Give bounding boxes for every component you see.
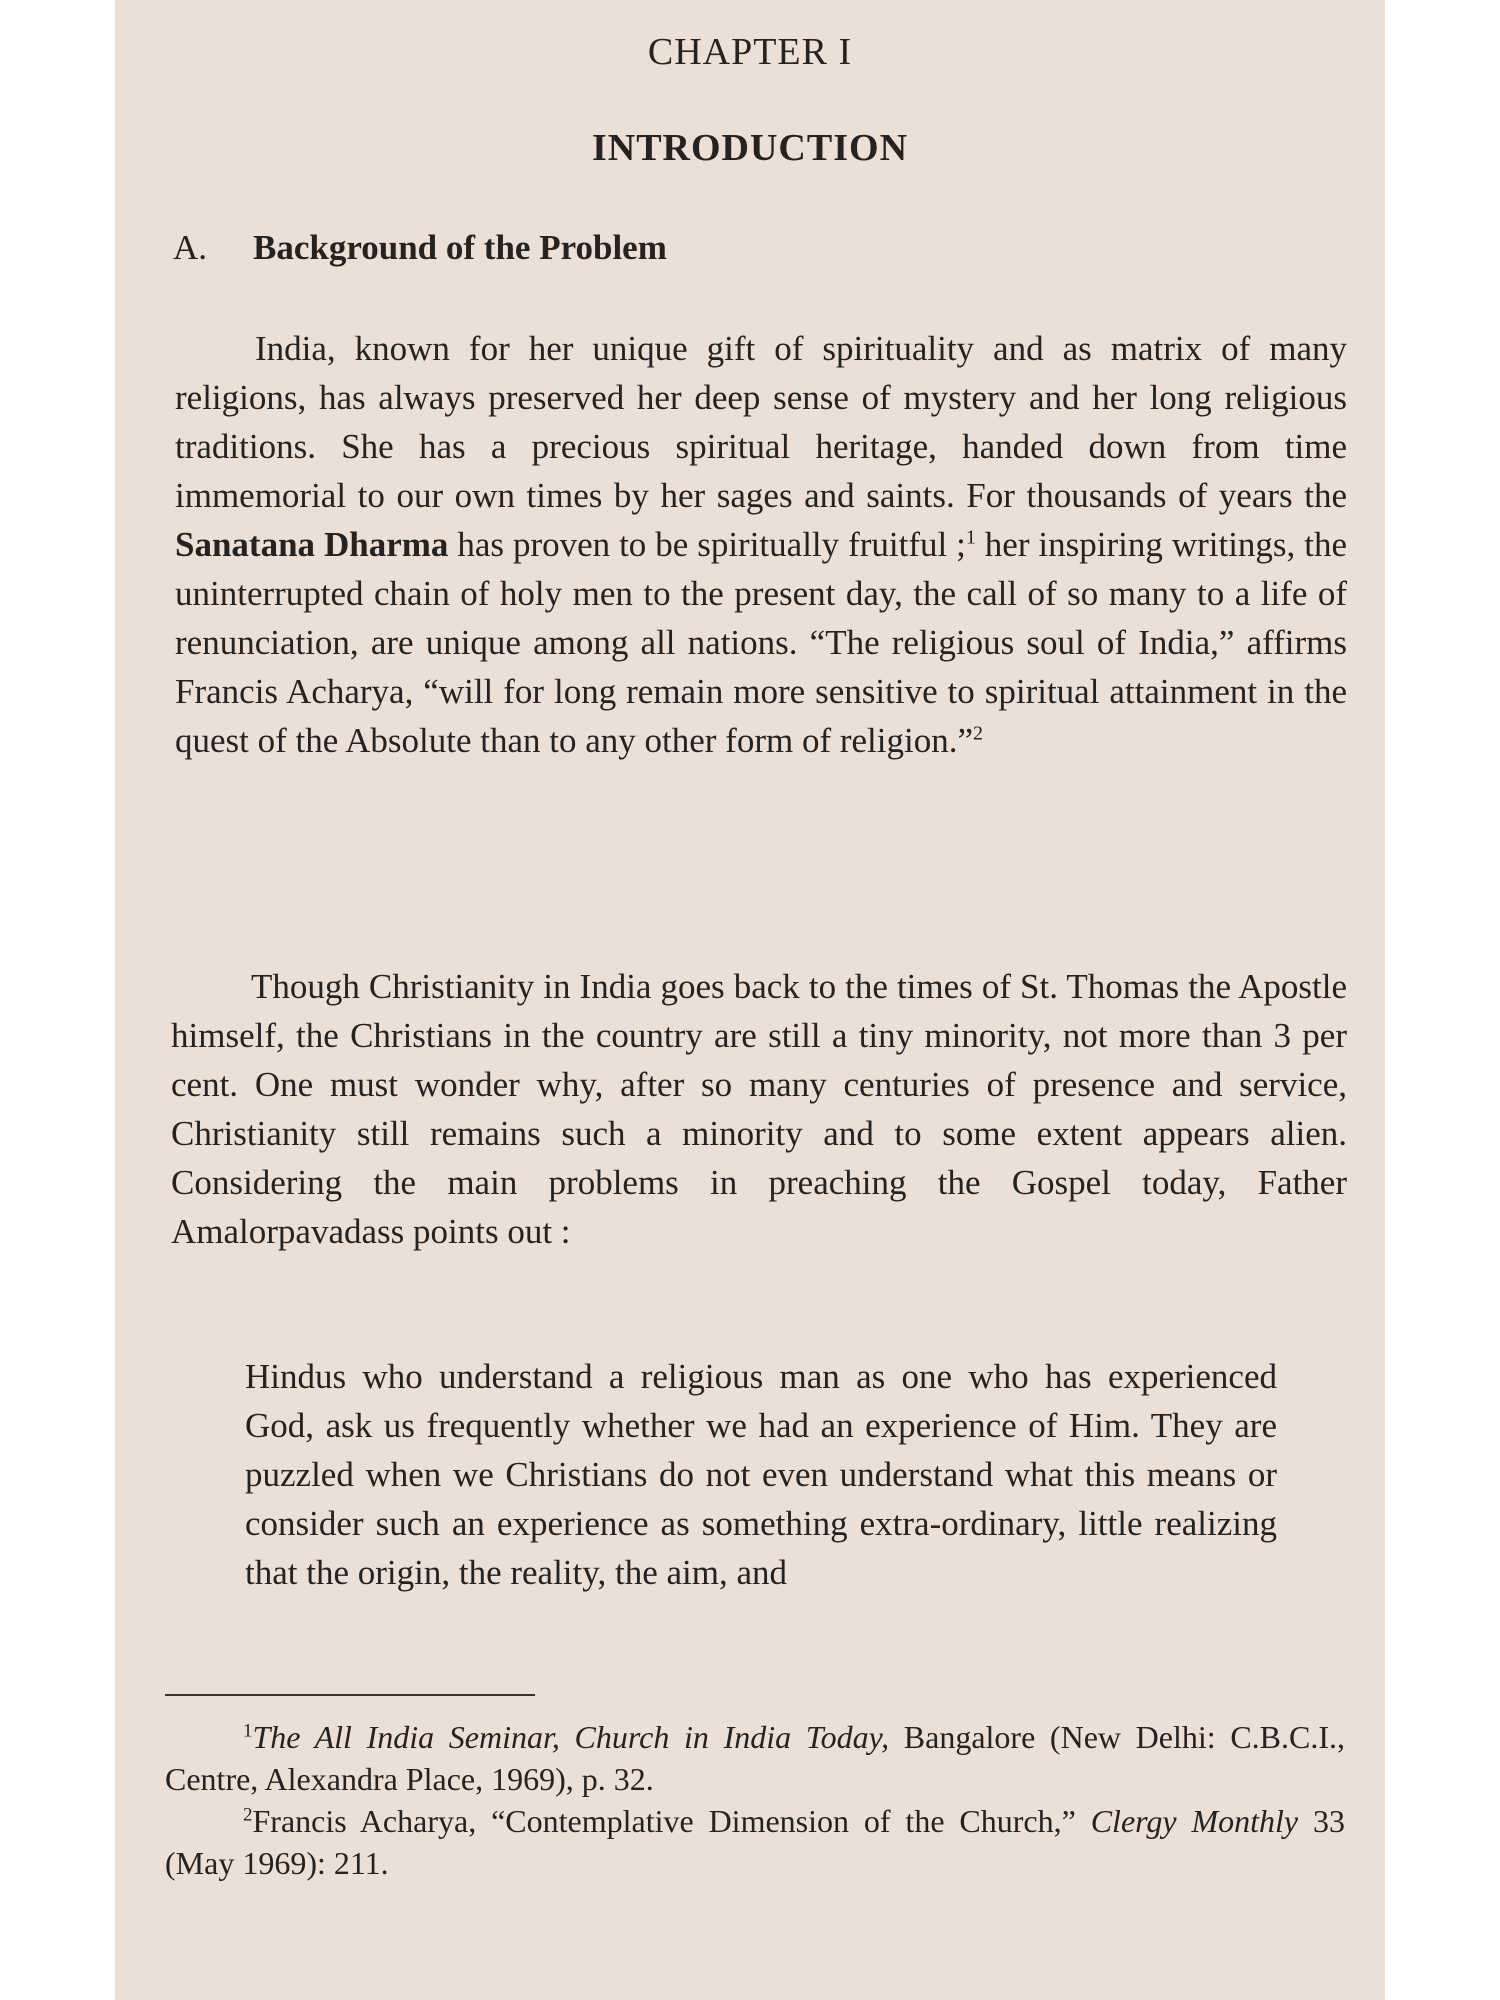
footnote-2-journal: Clergy Monthly — [1090, 1803, 1299, 1839]
footnote-ref-2: 2 — [973, 722, 984, 745]
book-page — [115, 0, 1385, 2000]
footnote-1-rest: Bangalore (New Delhi: C.B.C.I., Centre, Alexandra Place, 1969), p. 32. — [165, 1719, 1346, 1797]
footnote-2-text: Francis Acharya, “Contemplative Dimension of the Church,” — [252, 1803, 1091, 1839]
section-heading — [173, 228, 667, 268]
footnote-1-number: 1 — [243, 1720, 253, 1742]
paragraph-1-text-a: India, known for her unique gift of spirituality and as matrix of many religions, has always preserved her deep sense of mystery and her long religious traditions. She has a precious spiritual heritage, handed down from time immemorial to our own times by her sages and saints. For thousands of years the — [175, 329, 1347, 515]
chapter-title: INTRODUCTION — [591, 127, 909, 169]
footnote-ref-1: 1 — [965, 526, 976, 549]
footnote-divider — [165, 1694, 535, 1696]
footnote-1 — [165, 1716, 1345, 1800]
footnote-1-title: The All India Seminar, Church in India Today, — [252, 1719, 890, 1755]
chapter-heading: CHAPTER I — [647, 31, 853, 73]
footnote-2-number: 2 — [243, 1804, 253, 1826]
sanatana-dharma-term: Sanatana Dharma — [175, 525, 449, 564]
block-quote: Hindus who understand a religious man as one who has experienced God, ask us frequently whether we had an experience of Him. They are puzzled when we Christians do not even understand what this means or consider such an experience as something extra-ordinary, little realizing that the origin, the reality, the aim, and — [245, 1357, 1277, 1592]
footnote-2-rest: 33 (May 1969): 211. — [165, 1803, 1346, 1881]
footnote-2 — [165, 1800, 1345, 1884]
section-letter: A. — [173, 228, 208, 267]
paragraph-2: Though Christianity in India goes back to the times of St. Thomas the Apostle himself, the Christians in the country are still a tiny minority, not more than 3 per cent. One must wonder why, after so many centuries of presence and service, Christianity still remains such a minority and to some extent appears alien. Considering the main problems in preaching the Gospel today, Father Amalorpavadass points out : — [171, 967, 1347, 1251]
paragraph-1-text-c: her inspiring writings, the uninterrupted chain of holy men to the present day, the call of so many to a life of renunciation, are unique among all nations. “The religious soul of India,” affirms Francis Acharya, “will for long remain more sensitive to spiritual attainment in the quest of the Absolute than to any other form of religion.” — [175, 525, 1347, 760]
paragraph-1 — [175, 324, 1347, 765]
paragraph-1-text-b: has proven to be spiritually fruitful ; — [448, 525, 966, 564]
section-title: Background of the Problem — [253, 228, 667, 267]
